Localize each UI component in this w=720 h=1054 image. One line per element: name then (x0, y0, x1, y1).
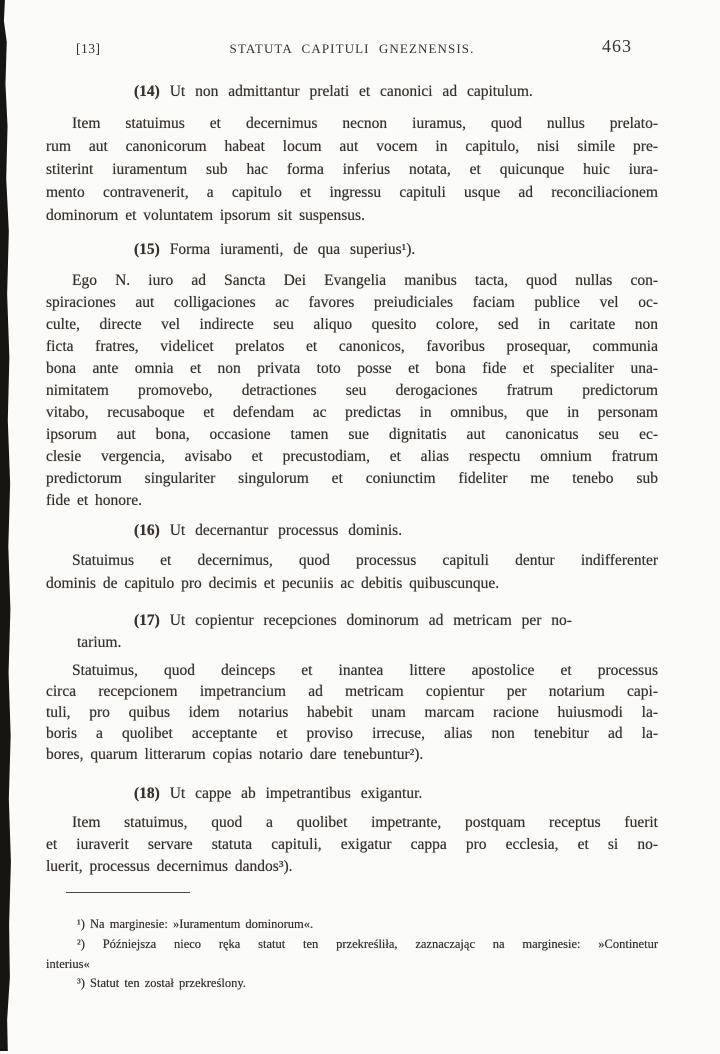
section-18-heading (46, 782, 658, 805)
section-16-paragraph (46, 549, 658, 595)
text-line: dominis de capitulo pro decimis et pecuniis ac debitis quibuscunque. (46, 575, 500, 592)
running-title: STATUTA CAPITULI GNEZNENSIS. (229, 41, 475, 56)
section-15-heading (46, 238, 658, 261)
heading-line: (14) Ut non admittantur prelati et canonici ad capitulum. (134, 83, 533, 100)
text-line: ipsorum aut bona, occasione tamen sue dignitatis aut canonicatus seu ec- (46, 426, 658, 443)
section-18-paragraph (46, 812, 658, 878)
text-line: Item statuimus, quod a quolibet impetrante, postquam receptus fuerit (72, 814, 658, 831)
page-header (46, 38, 658, 64)
statute-number: (16) (134, 522, 160, 539)
text-line: nimitatem promovebo, detractiones seu derogaciones fratrum predictorum (46, 382, 658, 399)
statute-number: (15) (134, 241, 160, 258)
footnote-line: ¹) Na marginesie: »Iuramentum dominorum«. (77, 917, 314, 931)
text-line: bores, quarum litterarum copias notario dare tenebuntur²). (46, 746, 424, 763)
text-line: predictorum singulariter singulorum et coniunctim fideliter me tenebo sub (46, 470, 658, 487)
text-line: boris a quolibet acceptante et proviso irrecuse, alias non tenebitur ad la- (46, 725, 658, 742)
scan-gutter-bar (0, 0, 13, 1051)
text-line: circa recepcionem impetrancium ad metricam copientur per notarium capi- (46, 683, 658, 700)
text-line: Statuimus, quod deinceps et inantea littere apostolice et processus (72, 662, 658, 679)
footnote-line: ²) Późniejsza nieco ręka statut ten przekreśliła, zaznaczając na marginesie: »Continetur (77, 937, 658, 951)
text-line: stiterint iuramentum sub hac forma inferius notata, et quicunque huic iura- (46, 161, 658, 178)
statute-number: (14) (134, 83, 160, 100)
footnote-line: ³) Statut ten został przekreślony. (77, 976, 246, 990)
text-line: bona ante omnia et non privata toto posse et bona fide et specialiter una- (46, 360, 658, 377)
text-line: fide et honore. (46, 492, 142, 509)
text-line: dominorum et voluntatem ipsorum sit suspensus. (46, 207, 365, 224)
footnote-2 (46, 934, 658, 974)
page-number: 463 (602, 36, 632, 56)
statute-number: (18) (134, 785, 160, 802)
heading-line: (17) Ut copientur recepciones dominorum ad metricam per no- (134, 612, 572, 629)
text-line: et iuraverit servare statuta capituli, exigatur cappa pro ecclesia, et si no- (46, 836, 658, 853)
text-line: mento contravenerit, a capitulo et ingressu capituli usque ad reconciliacionem (46, 184, 658, 201)
text-line: ficta fratres, videlicet prelatos et canonicos, favoribus prosequar, communia (46, 338, 658, 355)
heading-line: (18) Ut cappe ab impetrantibus exigantur. (134, 785, 423, 802)
text-line: Ego N. iuro ad Sancta Dei Evangelia manibus tacta, quod nullas con- (72, 272, 658, 289)
section-17-heading (46, 610, 658, 654)
text-line: rum aut canonicorum habeat locum aut vocem in capitulo, nisi simile pre- (46, 138, 658, 155)
text-line: culte, directe vel indirecte seu aliquo quesito colore, sed in caritate non (46, 316, 658, 333)
text-line: luerit, processus decernimus dandos³). (46, 858, 293, 875)
heading-line: (16) Ut decernantur processus dominis. (134, 522, 403, 539)
section-14-paragraph (46, 112, 658, 227)
section-15-paragraph (46, 270, 658, 512)
footnote-line: interius« (46, 957, 90, 971)
section-16-heading (46, 519, 658, 542)
footnote-separator-rule (66, 892, 190, 893)
footnote-1 (46, 914, 658, 934)
margin-reference: [13] (76, 41, 101, 56)
text-line: tuli, pro quibus idem notarius habebit unam marcam racione huiusmodi la- (46, 704, 658, 721)
statute-number: (17) (134, 612, 160, 629)
text-line: Item statuimus et decernimus necnon iuramus, quod nullus prelato- (72, 115, 658, 132)
section-17-paragraph (46, 660, 658, 765)
text-line: Statuimus et decernimus, quod processus capituli dentur indifferenter (72, 552, 658, 569)
footnote-3 (46, 973, 658, 993)
heading-line: (15) Forma iuramenti, de qua superius¹). (134, 241, 416, 258)
text-line: clesie vergencia, avisabo et precustodiam, et alias respectu omnium fratrum (46, 448, 658, 465)
text-line: vitabo, recusaboque et defendam ac predictas in omnibus, que in personam (46, 404, 658, 421)
heading-line: tarium. (77, 634, 122, 651)
section-14-heading (46, 80, 658, 103)
text-line: spiraciones aut colligaciones ac favores preiudiciales faciam publice vel oc- (46, 294, 658, 311)
